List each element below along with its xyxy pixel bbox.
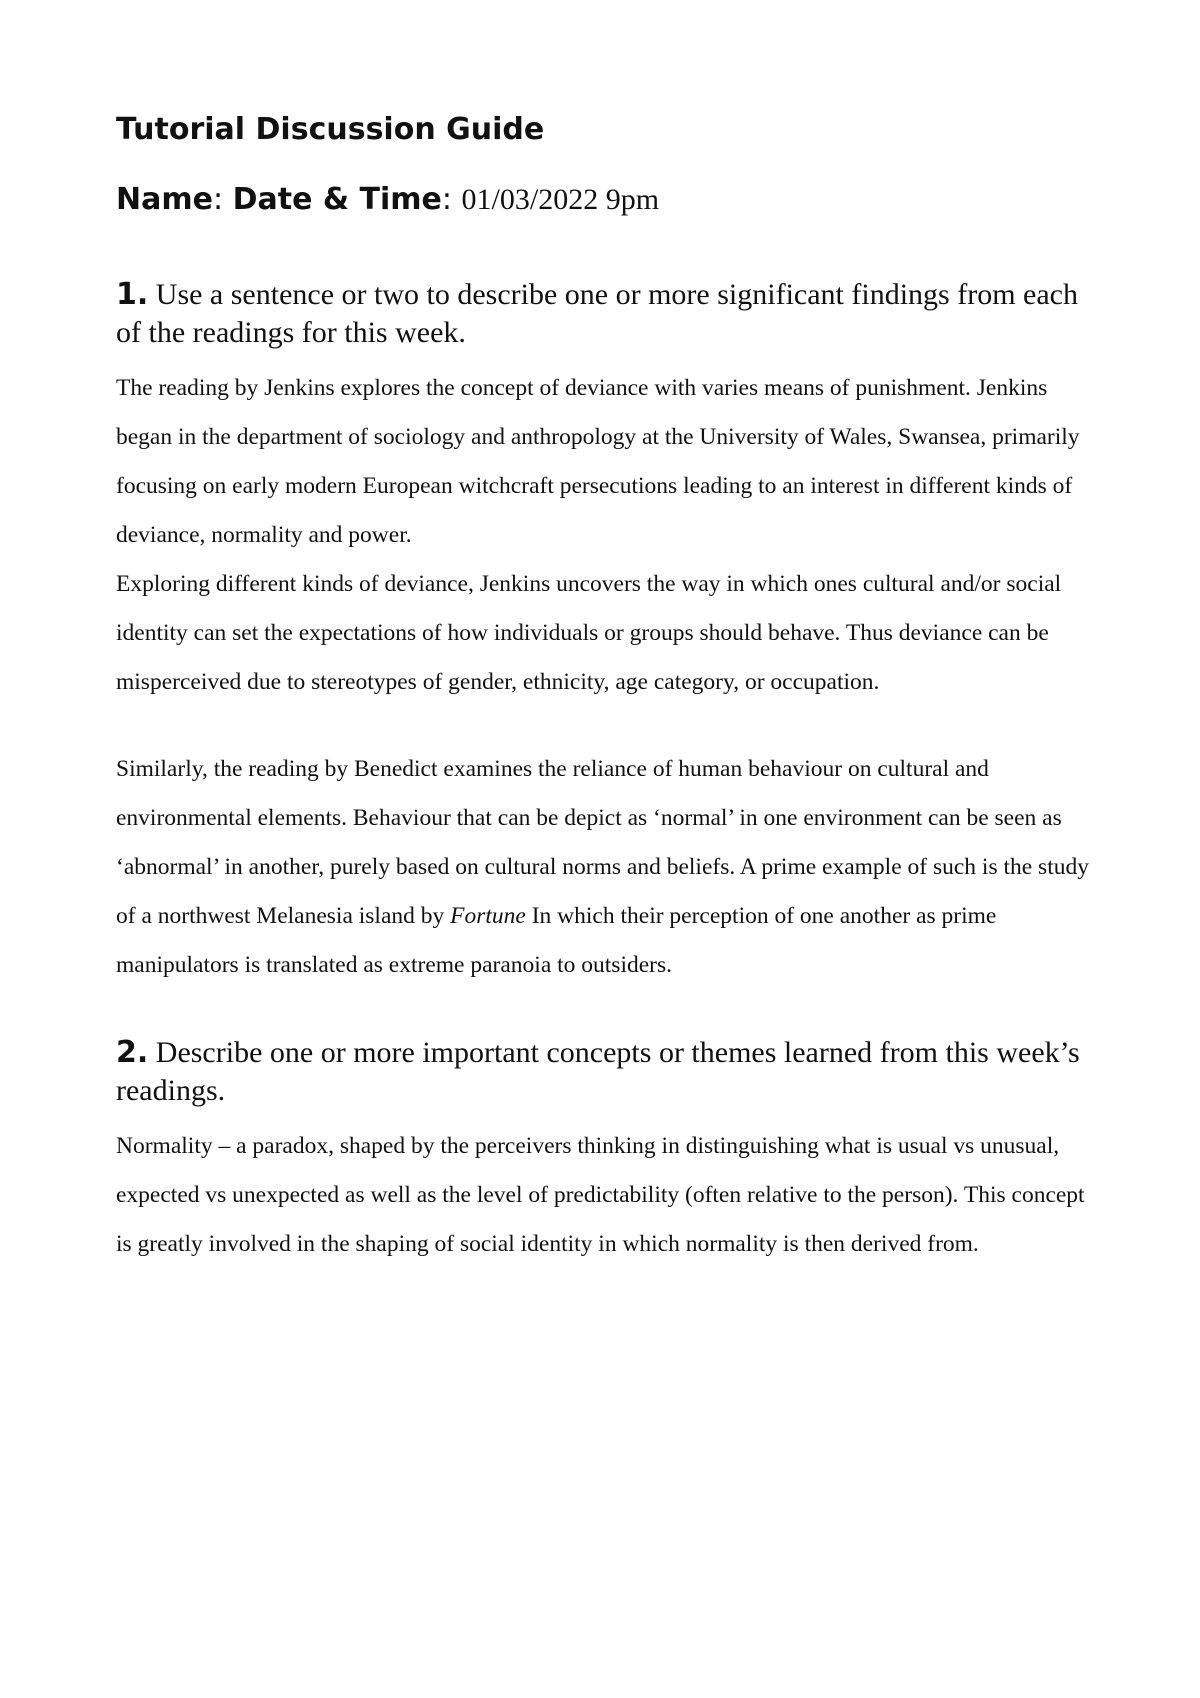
document-title: Tutorial Discussion Guide [116,112,545,147]
datetime-label: Date & Time [232,182,442,217]
answer-1-paragraph-3-text-b: In which their perception of one another as prime manipulators is translated as extreme paranoia to outsiders. [116,903,997,978]
answer-2-paragraph-1: Normality – a paradox, shaped by the perceivers thinking in distinguishing what is usual vs unusual, expected vs unexpected as well as the level of predictability (often relative to the person). This concept is greatly involved in the shaping of social identity in which normality is then derived from. [116,1133,1085,1257]
question-1-text: Use a sentence or two to describe one or more significant findings from each of the readings for this week. [116,278,1078,349]
name-label: Name [116,182,213,217]
datetime-value: 01/03/2022 9pm [461,183,660,216]
document-page [116,110,1096,1269]
name-date-line [116,180,1096,220]
answer-1-paragraph-3-text-a: Similarly, the reading by Benedict examines the reliance of human behaviour on cultural and environmental elements. Behaviour that can be depict as ‘normal’ in one environment can be seen as ‘abnormal’ in another, purely based on cultural norms and beliefs. A prime example of such is the study of a northwest Melanesia island by [116,756,1089,929]
question-2 [116,1034,1096,1110]
datetime-separator: : [441,182,462,217]
question-1-number: 1. [116,277,149,312]
question-2-text: Describe one or more important concepts or themes learned from this week’s readings. [116,1036,1080,1107]
answer-1-paragraph-1: The reading by Jenkins explores the concept of deviance with varies means of punishment. Jenkins began in the department of sociology and anthropology at the University of Wales, Swansea, primarily focusing on early modern European witchcraft persecutions leading to an interest in different kinds of deviance, normality and power. [116,375,1080,548]
answer-1-paragraph-3 [116,745,1096,990]
question-1 [116,276,1096,352]
answer-1-paragraph-2: Exploring different kinds of deviance, Jenkins uncovers the way in which ones cultural and/or social identity can set the expectations of how individuals or groups should behave. Thus deviance can be misperceived due to stereotypes of gender, ethnicity, age category, or occupation. [116,571,1062,695]
fortune-reference: Fortune [450,903,526,929]
question-2-number: 2. [116,1035,149,1070]
name-separator: : [212,182,233,217]
